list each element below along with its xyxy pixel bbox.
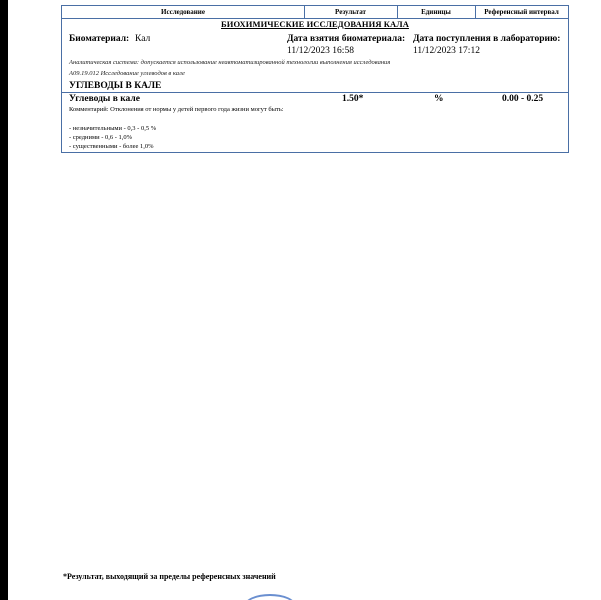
header-units: Единицы (397, 6, 476, 18)
header-result: Результат (304, 6, 398, 18)
row-reference: 0.00 - 0.25 (502, 94, 544, 104)
date-received-value: 11/12/2023 17:12 (413, 46, 480, 56)
biomaterial-value: Кал (135, 34, 151, 44)
row-divider (62, 92, 568, 93)
group-title: УГЛЕВОДЫ В КАЛЕ (69, 81, 162, 91)
date-taken-label: Дата взятия биоматериала: (287, 34, 406, 44)
footnote: *Результат, выходящий за пределы референсных значений (63, 572, 276, 581)
row-units: % (434, 94, 444, 104)
date-received-label: Дата поступления в лабораторию: (413, 34, 561, 44)
row-result: 1.50* (342, 94, 364, 104)
date-taken-value: 11/12/2023 16:58 (287, 46, 354, 56)
comment-line: - средними - 0,6 - 1,0% (69, 134, 133, 141)
report-page (8, 0, 601, 600)
results-table (61, 5, 569, 153)
stamp-icon (244, 594, 296, 600)
row-name: Углеводы в кале (69, 94, 140, 104)
analytic-note: Аналитическая система: допускается использование неавтоматизированной технологии выполнения исследования (69, 59, 391, 66)
biomaterial-label: Биоматериал: (69, 34, 130, 44)
comment-line: - незначительными - 0,3 - 0,5 % (69, 125, 157, 132)
header-reference: Референсный интервал (484, 8, 559, 16)
section-title: БИОХИМИЧЕСКИЕ ИССЛЕДОВАНИЯ КАЛА (221, 19, 409, 29)
code-note: A09.19.012 Исследование углеводов в кале (69, 70, 185, 77)
row-comment: Комментарий: Отклонения от нормы у детей первого года жизни могут быть: (69, 106, 284, 113)
table-header (62, 6, 568, 19)
header-test: Исследование (62, 6, 305, 18)
comment-line: - существенными - более 1,0% (69, 143, 154, 150)
